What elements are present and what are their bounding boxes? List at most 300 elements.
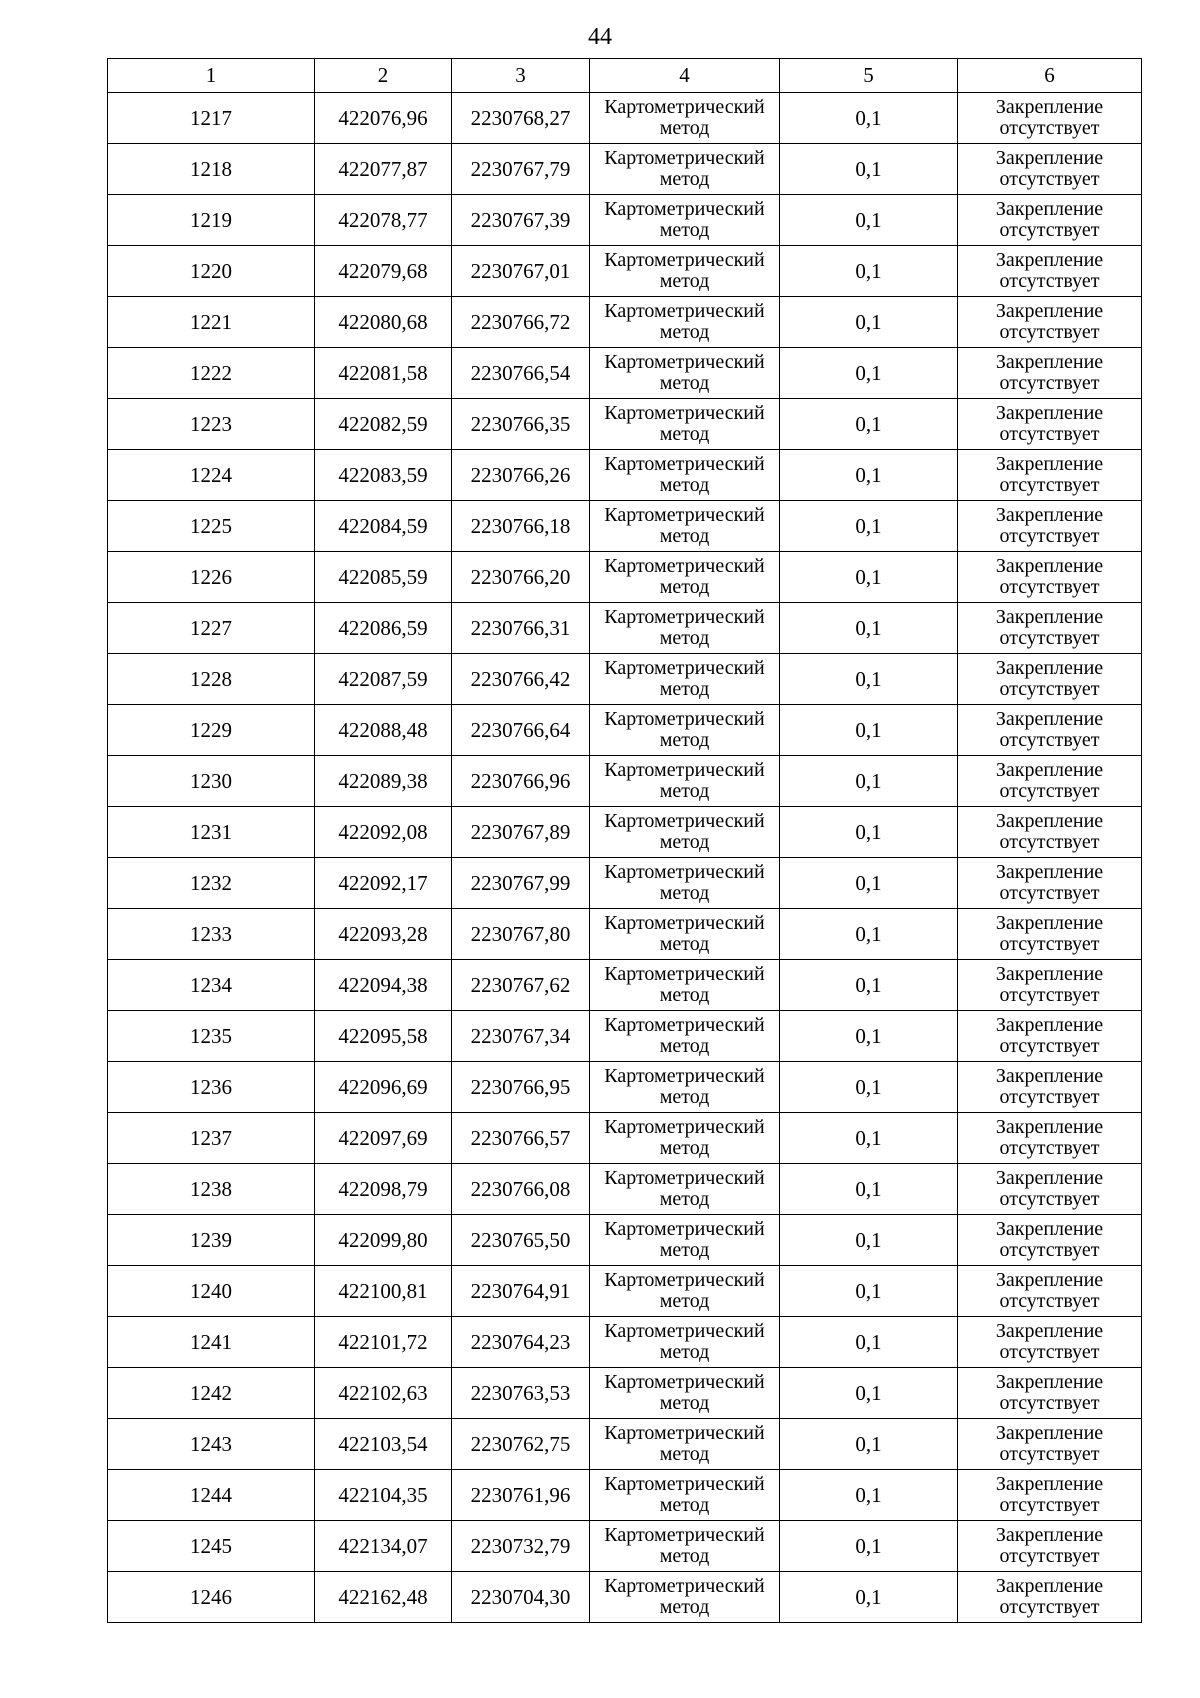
table-row: [108, 960, 1142, 1011]
y-coordinate-cell: 2230766,35: [452, 399, 590, 450]
table-row: [108, 1062, 1142, 1113]
method-text-line: Картометрический: [604, 963, 765, 985]
fixing-text-line: отсутствует: [999, 1188, 1100, 1210]
method-cell: [590, 195, 780, 246]
accuracy-cell: 0,1: [780, 1470, 958, 1521]
x-coordinate-cell: 422098,79: [315, 1164, 452, 1215]
method-text-line: метод: [659, 168, 710, 190]
table-row: [108, 1164, 1142, 1215]
method-text-line: Картометрический: [604, 249, 765, 271]
y-coordinate-cell: 2230766,08: [452, 1164, 590, 1215]
x-coordinate-cell: 422076,96: [315, 93, 452, 144]
x-coordinate-cell: 422101,72: [315, 1317, 452, 1368]
method-text-line: Картометрический: [604, 810, 765, 832]
method-text-line: метод: [659, 1545, 710, 1567]
method-text-line: метод: [659, 933, 710, 955]
point-number-cell: 1237: [108, 1113, 315, 1164]
table-row: [108, 1572, 1142, 1623]
fixing-cell: [958, 858, 1142, 909]
point-number-cell: 1246: [108, 1572, 315, 1623]
method-text-line: метод: [659, 1341, 710, 1363]
fixing-text-line: Закрепление: [995, 96, 1104, 118]
accuracy-cell: 0,1: [780, 960, 958, 1011]
method-text-line: метод: [659, 1494, 710, 1516]
method-cell: [590, 1011, 780, 1062]
table-row: [108, 909, 1142, 960]
method-text-line: метод: [659, 219, 710, 241]
method-cell: [590, 297, 780, 348]
method-text-line: Картометрический: [604, 1065, 765, 1087]
x-coordinate-cell: 422092,08: [315, 807, 452, 858]
accuracy-cell: 0,1: [780, 501, 958, 552]
point-number-cell: 1239: [108, 1215, 315, 1266]
method-text-line: метод: [659, 270, 710, 292]
method-text-line: метод: [659, 1290, 710, 1312]
fixing-text-line: отсутствует: [999, 1137, 1100, 1159]
fixing-cell: [958, 1266, 1142, 1317]
y-coordinate-cell: 2230767,99: [452, 858, 590, 909]
fixing-cell: [958, 348, 1142, 399]
method-cell: [590, 1215, 780, 1266]
accuracy-cell: 0,1: [780, 807, 958, 858]
method-text-line: Картометрический: [604, 1218, 765, 1240]
fixing-text-line: отсутствует: [999, 270, 1100, 292]
accuracy-cell: 0,1: [780, 705, 958, 756]
method-text-line: метод: [659, 882, 710, 904]
y-coordinate-cell: 2230766,96: [452, 756, 590, 807]
method-cell: [590, 1572, 780, 1623]
method-cell: [590, 1164, 780, 1215]
fixing-text-line: Закрепление: [995, 300, 1104, 322]
fixing-text-line: Закрепление: [995, 1524, 1104, 1546]
table-row: [108, 654, 1142, 705]
accuracy-cell: 0,1: [780, 552, 958, 603]
fixing-text-line: Закрепление: [995, 1014, 1104, 1036]
accuracy-cell: 0,1: [780, 399, 958, 450]
x-coordinate-cell: 422134,07: [315, 1521, 452, 1572]
fixing-text-line: отсутствует: [999, 1596, 1100, 1618]
accuracy-cell: 0,1: [780, 756, 958, 807]
method-cell: [590, 756, 780, 807]
method-text-line: Картометрический: [604, 555, 765, 577]
y-coordinate-cell: 2230763,53: [452, 1368, 590, 1419]
fixing-cell: [958, 297, 1142, 348]
method-text-line: Картометрический: [604, 759, 765, 781]
method-text-line: Картометрический: [604, 1473, 765, 1495]
fixing-text-line: Закрепление: [995, 402, 1104, 424]
x-coordinate-cell: 422100,81: [315, 1266, 452, 1317]
x-coordinate-cell: 422099,80: [315, 1215, 452, 1266]
point-number-cell: 1231: [108, 807, 315, 858]
fixing-text-line: Закрепление: [995, 963, 1104, 985]
table-row: [108, 1419, 1142, 1470]
fixing-text-line: отсутствует: [999, 219, 1100, 241]
fixing-cell: [958, 1215, 1142, 1266]
method-text-line: метод: [659, 1392, 710, 1414]
point-number-cell: 1245: [108, 1521, 315, 1572]
fixing-cell: [958, 246, 1142, 297]
point-number-cell: 1229: [108, 705, 315, 756]
table-body: [108, 93, 1142, 1623]
fixing-cell: [958, 1470, 1142, 1521]
point-number-cell: 1242: [108, 1368, 315, 1419]
method-cell: [590, 960, 780, 1011]
column-header-5: 5: [780, 59, 958, 93]
accuracy-cell: 0,1: [780, 144, 958, 195]
fixing-cell: [958, 654, 1142, 705]
x-coordinate-cell: 422103,54: [315, 1419, 452, 1470]
method-text-line: Картометрический: [604, 1269, 765, 1291]
fixing-text-line: отсутствует: [999, 1035, 1100, 1057]
y-coordinate-cell: 2230766,31: [452, 603, 590, 654]
fixing-text-line: Закрепление: [995, 453, 1104, 475]
fixing-text-line: отсутствует: [999, 525, 1100, 547]
fixing-text-line: Закрепление: [995, 1473, 1104, 1495]
accuracy-cell: 0,1: [780, 1368, 958, 1419]
fixing-text-line: отсутствует: [999, 984, 1100, 1006]
fixing-cell: [958, 195, 1142, 246]
method-text-line: Картометрический: [604, 1320, 765, 1342]
accuracy-cell: 0,1: [780, 603, 958, 654]
method-cell: [590, 1368, 780, 1419]
fixing-cell: [958, 603, 1142, 654]
accuracy-cell: 0,1: [780, 1164, 958, 1215]
column-header-2: 2: [315, 59, 452, 93]
method-text-line: Картометрический: [604, 198, 765, 220]
fixing-text-line: отсутствует: [999, 1392, 1100, 1414]
method-text-line: метод: [659, 117, 710, 139]
y-coordinate-cell: 2230767,89: [452, 807, 590, 858]
method-text-line: метод: [659, 525, 710, 547]
fixing-text-line: Закрепление: [995, 1116, 1104, 1138]
accuracy-cell: 0,1: [780, 858, 958, 909]
method-text-line: Картометрический: [604, 861, 765, 883]
fixing-cell: [958, 756, 1142, 807]
table-row: [108, 858, 1142, 909]
point-number-cell: 1233: [108, 909, 315, 960]
fixing-text-line: Закрепление: [995, 198, 1104, 220]
y-coordinate-cell: 2230766,54: [452, 348, 590, 399]
point-number-cell: 1230: [108, 756, 315, 807]
accuracy-cell: 0,1: [780, 450, 958, 501]
column-header-6: 6: [958, 59, 1142, 93]
fixing-text-line: Закрепление: [995, 1269, 1104, 1291]
method-text-line: Картометрический: [604, 606, 765, 628]
fixing-text-line: отсутствует: [999, 1341, 1100, 1363]
y-coordinate-cell: 2230767,80: [452, 909, 590, 960]
table-row: [108, 93, 1142, 144]
x-coordinate-cell: 422089,38: [315, 756, 452, 807]
accuracy-cell: 0,1: [780, 1521, 958, 1572]
fixing-cell: [958, 909, 1142, 960]
method-cell: [590, 1113, 780, 1164]
table-row: [108, 756, 1142, 807]
table-row: [108, 1368, 1142, 1419]
y-coordinate-cell: 2230766,57: [452, 1113, 590, 1164]
y-coordinate-cell: 2230704,30: [452, 1572, 590, 1623]
y-coordinate-cell: 2230767,62: [452, 960, 590, 1011]
table-row: [108, 1266, 1142, 1317]
table-row: [108, 807, 1142, 858]
method-text-line: Картометрический: [604, 147, 765, 169]
y-coordinate-cell: 2230766,64: [452, 705, 590, 756]
fixing-text-line: отсутствует: [999, 423, 1100, 445]
method-cell: [590, 348, 780, 399]
x-coordinate-cell: 422078,77: [315, 195, 452, 246]
point-number-cell: 1217: [108, 93, 315, 144]
method-text-line: Картометрический: [604, 300, 765, 322]
point-number-cell: 1234: [108, 960, 315, 1011]
method-cell: [590, 807, 780, 858]
fixing-cell: [958, 807, 1142, 858]
y-coordinate-cell: 2230766,95: [452, 1062, 590, 1113]
method-cell: [590, 654, 780, 705]
method-text-line: метод: [659, 372, 710, 394]
x-coordinate-cell: 422083,59: [315, 450, 452, 501]
fixing-text-line: отсутствует: [999, 168, 1100, 190]
fixing-text-line: отсутствует: [999, 678, 1100, 700]
method-text-line: Картометрический: [604, 1014, 765, 1036]
method-text-line: метод: [659, 678, 710, 700]
fixing-text-line: отсутствует: [999, 1545, 1100, 1567]
point-number-cell: 1223: [108, 399, 315, 450]
table-row: [108, 501, 1142, 552]
method-text-line: Картометрический: [604, 504, 765, 526]
fixing-cell: [958, 1062, 1142, 1113]
x-coordinate-cell: 422096,69: [315, 1062, 452, 1113]
x-coordinate-cell: 422097,69: [315, 1113, 452, 1164]
y-coordinate-cell: 2230766,20: [452, 552, 590, 603]
method-text-line: Картометрический: [604, 1422, 765, 1444]
coordinates-table: [107, 58, 1142, 1623]
y-coordinate-cell: 2230766,26: [452, 450, 590, 501]
point-number-cell: 1241: [108, 1317, 315, 1368]
method-text-line: метод: [659, 423, 710, 445]
fixing-cell: [958, 1164, 1142, 1215]
method-text-line: Картометрический: [604, 1371, 765, 1393]
y-coordinate-cell: 2230765,50: [452, 1215, 590, 1266]
fixing-text-line: отсутствует: [999, 1290, 1100, 1312]
fixing-text-line: Закрепление: [995, 1371, 1104, 1393]
fixing-text-line: Закрепление: [995, 1422, 1104, 1444]
point-number-cell: 1240: [108, 1266, 315, 1317]
point-number-cell: 1225: [108, 501, 315, 552]
column-header-4: 4: [590, 59, 780, 93]
y-coordinate-cell: 2230764,91: [452, 1266, 590, 1317]
fixing-cell: [958, 552, 1142, 603]
table-row: [108, 450, 1142, 501]
fixing-text-line: Закрепление: [995, 606, 1104, 628]
fixing-cell: [958, 1368, 1142, 1419]
y-coordinate-cell: 2230732,79: [452, 1521, 590, 1572]
point-number-cell: 1220: [108, 246, 315, 297]
method-text-line: метод: [659, 321, 710, 343]
fixing-text-line: отсутствует: [999, 1443, 1100, 1465]
fixing-text-line: Закрепление: [995, 1320, 1104, 1342]
y-coordinate-cell: 2230767,79: [452, 144, 590, 195]
fixing-text-line: отсутствует: [999, 1239, 1100, 1261]
x-coordinate-cell: 422084,59: [315, 501, 452, 552]
method-cell: [590, 399, 780, 450]
fixing-text-line: Закрепление: [995, 861, 1104, 883]
fixing-text-line: отсутствует: [999, 1494, 1100, 1516]
method-cell: [590, 144, 780, 195]
accuracy-cell: 0,1: [780, 1317, 958, 1368]
y-coordinate-cell: 2230767,39: [452, 195, 590, 246]
x-coordinate-cell: 422085,59: [315, 552, 452, 603]
method-cell: [590, 1419, 780, 1470]
fixing-text-line: Закрепление: [995, 912, 1104, 934]
x-coordinate-cell: 422095,58: [315, 1011, 452, 1062]
accuracy-cell: 0,1: [780, 1266, 958, 1317]
fixing-text-line: Закрепление: [995, 351, 1104, 373]
fixing-text-line: Закрепление: [995, 1065, 1104, 1087]
table-row: [108, 297, 1142, 348]
fixing-cell: [958, 93, 1142, 144]
fixing-text-line: отсутствует: [999, 117, 1100, 139]
fixing-text-line: отсутствует: [999, 474, 1100, 496]
fixing-text-line: отсутствует: [999, 321, 1100, 343]
table-row: [108, 1215, 1142, 1266]
fixing-cell: [958, 1419, 1142, 1470]
accuracy-cell: 0,1: [780, 297, 958, 348]
method-cell: [590, 501, 780, 552]
x-coordinate-cell: 422092,17: [315, 858, 452, 909]
point-number-cell: 1235: [108, 1011, 315, 1062]
fixing-cell: [958, 501, 1142, 552]
fixing-text-line: Закрепление: [995, 759, 1104, 781]
x-coordinate-cell: 422102,63: [315, 1368, 452, 1419]
fixing-cell: [958, 1521, 1142, 1572]
fixing-text-line: Закрепление: [995, 1167, 1104, 1189]
fixing-text-line: Закрепление: [995, 708, 1104, 730]
fixing-text-line: отсутствует: [999, 933, 1100, 955]
table-row: [108, 705, 1142, 756]
method-text-line: Картометрический: [604, 657, 765, 679]
method-text-line: метод: [659, 1137, 710, 1159]
fixing-text-line: Закрепление: [995, 1575, 1104, 1597]
accuracy-cell: 0,1: [780, 1215, 958, 1266]
table-row: [108, 1521, 1142, 1572]
column-header-3: 3: [452, 59, 590, 93]
y-coordinate-cell: 2230766,18: [452, 501, 590, 552]
fixing-text-line: Закрепление: [995, 249, 1104, 271]
accuracy-cell: 0,1: [780, 348, 958, 399]
method-text-line: Картометрический: [604, 912, 765, 934]
method-text-line: метод: [659, 1443, 710, 1465]
method-text-line: Картометрический: [604, 1575, 765, 1597]
table-header: [108, 59, 1142, 93]
method-text-line: Картометрический: [604, 96, 765, 118]
table-row: [108, 1011, 1142, 1062]
method-cell: [590, 246, 780, 297]
fixing-text-line: Закрепление: [995, 147, 1104, 169]
y-coordinate-cell: 2230766,72: [452, 297, 590, 348]
point-number-cell: 1236: [108, 1062, 315, 1113]
point-number-cell: 1228: [108, 654, 315, 705]
fixing-text-line: отсутствует: [999, 780, 1100, 802]
method-text-line: метод: [659, 984, 710, 1006]
y-coordinate-cell: 2230767,34: [452, 1011, 590, 1062]
y-coordinate-cell: 2230767,01: [452, 246, 590, 297]
x-coordinate-cell: 422094,38: [315, 960, 452, 1011]
table-row: [108, 348, 1142, 399]
accuracy-cell: 0,1: [780, 93, 958, 144]
page-number: 44: [588, 24, 612, 50]
method-text-line: метод: [659, 1188, 710, 1210]
method-text-line: метод: [659, 1086, 710, 1108]
x-coordinate-cell: 422093,28: [315, 909, 452, 960]
method-text-line: метод: [659, 1239, 710, 1261]
table-row: [108, 552, 1142, 603]
method-text-line: метод: [659, 729, 710, 751]
fixing-text-line: отсутствует: [999, 627, 1100, 649]
fixing-text-line: отсутствует: [999, 882, 1100, 904]
method-cell: [590, 450, 780, 501]
method-text-line: Картометрический: [604, 402, 765, 424]
method-cell: [590, 1470, 780, 1521]
method-cell: [590, 552, 780, 603]
point-number-cell: 1244: [108, 1470, 315, 1521]
accuracy-cell: 0,1: [780, 1011, 958, 1062]
fixing-text-line: Закрепление: [995, 555, 1104, 577]
fixing-cell: [958, 399, 1142, 450]
y-coordinate-cell: 2230768,27: [452, 93, 590, 144]
x-coordinate-cell: 422086,59: [315, 603, 452, 654]
accuracy-cell: 0,1: [780, 1113, 958, 1164]
fixing-cell: [958, 1572, 1142, 1623]
x-coordinate-cell: 422162,48: [315, 1572, 452, 1623]
fixing-cell: [958, 1113, 1142, 1164]
method-text-line: Картометрический: [604, 1116, 765, 1138]
accuracy-cell: 0,1: [780, 1062, 958, 1113]
y-coordinate-cell: 2230762,75: [452, 1419, 590, 1470]
fixing-cell: [958, 144, 1142, 195]
table-row: [108, 1470, 1142, 1521]
table-row: [108, 195, 1142, 246]
point-number-cell: 1226: [108, 552, 315, 603]
method-text-line: метод: [659, 1596, 710, 1618]
method-text-line: метод: [659, 780, 710, 802]
method-text-line: метод: [659, 831, 710, 853]
accuracy-cell: 0,1: [780, 654, 958, 705]
point-number-cell: 1232: [108, 858, 315, 909]
table-row: [108, 399, 1142, 450]
x-coordinate-cell: 422081,58: [315, 348, 452, 399]
table-row: [108, 603, 1142, 654]
method-cell: [590, 1521, 780, 1572]
point-number-cell: 1243: [108, 1419, 315, 1470]
fixing-text-line: отсутствует: [999, 729, 1100, 751]
method-cell: [590, 858, 780, 909]
method-text-line: метод: [659, 474, 710, 496]
method-cell: [590, 1062, 780, 1113]
point-number-cell: 1227: [108, 603, 315, 654]
method-cell: [590, 1266, 780, 1317]
method-text-line: Картометрический: [604, 708, 765, 730]
fixing-text-line: Закрепление: [995, 657, 1104, 679]
method-text-line: Картометрический: [604, 1524, 765, 1546]
header-row: [108, 59, 1142, 93]
method-cell: [590, 1317, 780, 1368]
x-coordinate-cell: 422104,35: [315, 1470, 452, 1521]
method-cell: [590, 93, 780, 144]
table-row: [108, 144, 1142, 195]
x-coordinate-cell: 422082,59: [315, 399, 452, 450]
accuracy-cell: 0,1: [780, 1572, 958, 1623]
point-number-cell: 1224: [108, 450, 315, 501]
x-coordinate-cell: 422080,68: [315, 297, 452, 348]
